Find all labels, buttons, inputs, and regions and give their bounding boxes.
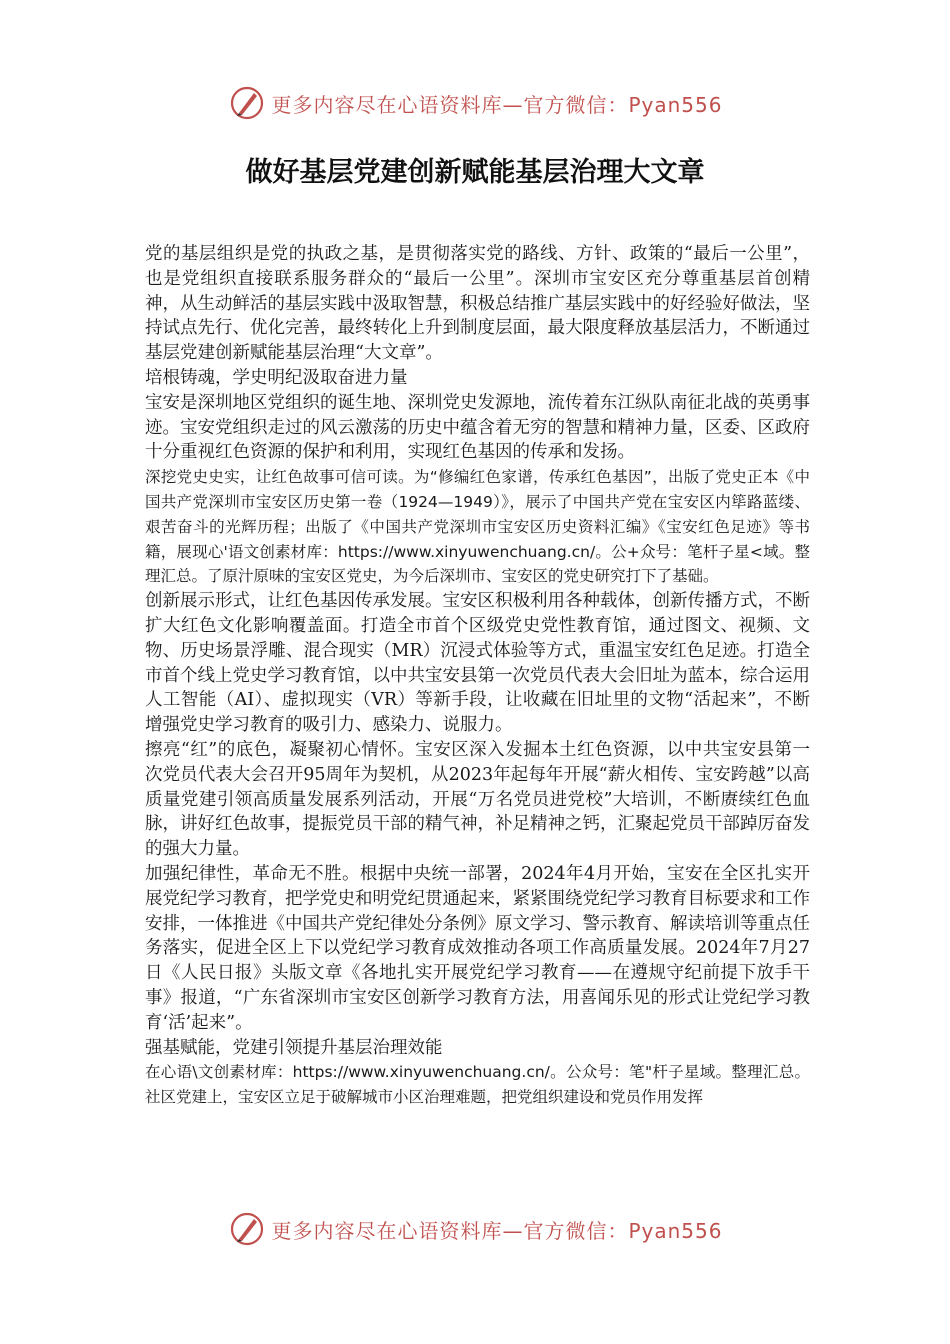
paragraph-party-history-facts: 深挖党史史实，让红色故事可信可读。为“修编红色家谱，传承红色基因”，出版了党史正本《中国共产党深圳市宝安区历史第一卷（1924—1949）》，展示了中国共产党在宝安区内筚路蓝缕、艰苦奋斗的光辉历程；出版了《中国共产党深圳市宝安区历史资料汇编》《宝安红色足迹》等书籍，展现心'语文创素材库：https://www.xinyuwenchuang.cn/。公+众号：笔杆子星<域。整理汇总。了原汁原味的宝安区党史，为今后深圳市、宝安区的党史研究打下了基础。 <box>145 468 810 586</box>
banner-text: 更多内容尽在心语资料库—官方微信：Pyan556 <box>271 92 723 117</box>
section-heading-1: 培根铸魂，学史明纪汲取奋进力量 <box>145 367 408 388</box>
pen-logo-icon <box>227 1209 267 1249</box>
paragraph-discipline: 加强纪律性，革命无不胜。根据中央统一部署，2024年4月开始，宝安在全区扎实开展党纪学习教育，把学党史和明党纪贯通起来，紧紧围绕党纪学习教育目标要求和工作安排，一体推进《中国共产党纪律处分条例》原文学习、警示教育、解读培训等重点任务落实，促进全区上下以党纪学习教育成效推动各项工作高质量发展。2024年7月27日《人民日报》头版文章《各地扎实开展党纪学习教育——在遵规守纪前提下放手干事》报道，“广东省深圳市宝安区创新学习教育方法，用喜闻乐见的形式让党纪学习教育‘活’起来”。 <box>145 863 810 1033</box>
paragraph-display-forms: 创新展示形式，让红色基因传承发展。宝安区积极利用各种载体，创新传播方式，不断扩大红色文化影响覆盖面。打造全市首个区级党史党性教育馆，通过图文、视频、文物、历史场景浮雕、混合现实（MR）沉浸式体验等方式，重温宝安红色足迹。打造全市首个线上党史学习教育馆，以中共宝安县第一次党员代表大会旧址为蓝本，综合运用人工智能（AI）、虚拟现实（VR）等新手段，让收藏在旧址里的文物“活起来”，不断增强党史学习教育的吸引力、感染力、说服力。 <box>145 591 810 736</box>
header-banner <box>0 80 950 126</box>
paragraph-red-color: 擦亮“红”的底色，凝聚初心情怀。宝安区深入发掘本土红色资源，以中共宝安县第一次党员代表大会召开95周年为契机，从2023年起每年开展“薪火相传、宝安跨越”以高质量党建引领高质量发展系列活动，开展“万名党员进党校”大培训，不断赓续红色血脉，讲好红色故事，提振党员干部的精气神，补足精神之钙，汇聚起党员干部踔厉奋发的强大力量。 <box>145 739 810 860</box>
paragraph-baoan-history: 宝安是深圳地区党组织的诞生地、深圳党史发源地，流传着东江纵队南征北战的英勇事迹。宝安党组织走过的风云激荡的历史中蕴含着无穷的智慧和精神力量，区委、区政府十分重视红色资源的保护和利用，实现红色基因的传承和发扬。 <box>145 392 810 463</box>
pen-logo-icon <box>227 83 267 123</box>
page-title: 做好基层党建创新赋能基层治理大文章 <box>245 157 705 188</box>
banner-text: 更多内容尽在心语资料库—官方微信：Pyan556 <box>271 1218 723 1243</box>
paragraph-intro: 党的基层组织是党的执政之基，是贯彻落实党的路线、方针、政策的“最后一公里”，也是党组织直接联系服务群众的“最后一公里”。深圳市宝安区充分尊重基层首创精神，从生动鲜活的基层实践中汲取智慧，积极总结推广基层实践中的好经验好做法，坚持试点先行、优化完善，最终转化上升到制度层面，最大限度释放基层活力，不断通过基层党建创新赋能基层治理“大文章”。 <box>145 244 810 364</box>
footer-banner <box>0 1206 950 1252</box>
document-body <box>145 242 810 1110</box>
section-heading-2: 强基赋能，党建引领提升基层治理效能 <box>145 1037 443 1058</box>
paragraph-community: 在心语\文创素材库：https://www.xinyuwenchuang.cn/。公众号：笔"杆子星域。整理汇总。社区党建上，宝安区立足于破解城市小区治理难题，把党组织建设和党员作用发挥 <box>145 1063 810 1107</box>
